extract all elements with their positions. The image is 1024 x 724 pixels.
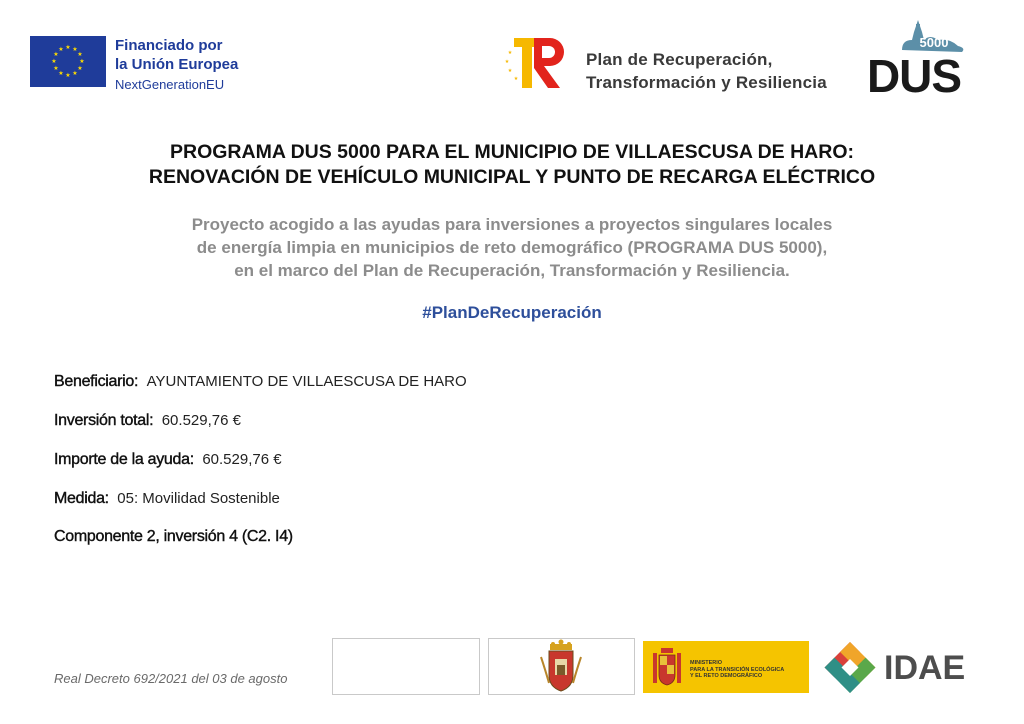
coat-of-arms-box [488, 638, 635, 695]
svg-text:★: ★ [65, 44, 71, 51]
eu-line-1: Financiado por [115, 37, 223, 54]
inversion-label: Inversión total: [54, 412, 154, 429]
coat-of-arms-icon [489, 639, 634, 694]
dus-number: 5000 [919, 35, 949, 50]
hashtag: #PlanDeRecuperación [422, 303, 602, 322]
project-description [0, 213, 1024, 282]
inversion-value: 60.529,76 € [161, 412, 241, 429]
prtr-line-2: Transformación y Resiliencia [586, 73, 827, 92]
svg-text:★: ★ [507, 50, 513, 56]
medida-label: Medida: [54, 490, 109, 507]
title-line-2: RENOVACIÓN DE VEHÍCULO MUNICIPAL Y PUNTO DE RECARGA ELÉCTRICO [148, 166, 876, 188]
page-title [0, 140, 1024, 190]
ministry-line-2: PARA LA TRANSICIÓN ECOLÓGICA [690, 666, 785, 673]
componente-label: Componente 2, inversión 4 (C2. I4) [54, 528, 293, 545]
subtitle-line-2: de energía limpia en municipios de reto demográfico (PROGRAMA DUS 5000), [196, 238, 828, 257]
ministry-line-1: MINISTERIO [690, 660, 723, 666]
ministry-line-3: Y EL RETO DEMOGRÁFICO [690, 673, 763, 679]
subtitle-line-1: Proyecto acogido a las ayudas para inversiones a proyectos singulares locales [191, 215, 833, 234]
svg-text:★: ★ [58, 46, 64, 53]
importe-value: 60.529,76 € [202, 451, 282, 468]
medida-value: 05: Movilidad Sostenible [117, 490, 280, 507]
dus-5000-logo [858, 16, 970, 96]
importe-label: Importe de la ayuda: [54, 451, 194, 468]
svg-text:★: ★ [72, 46, 78, 53]
field-importe-ayuda [54, 451, 282, 469]
svg-text:★: ★ [504, 59, 510, 65]
eu-line-3: NextGenerationEU [115, 77, 225, 92]
eu-line-2: la Unión Europea [115, 56, 239, 73]
empty-logo-box [332, 638, 480, 695]
svg-text:★: ★ [58, 70, 64, 77]
field-componente [54, 528, 293, 546]
idae-logo-icon [822, 640, 878, 695]
svg-text:★: ★ [77, 65, 83, 72]
ministry-text [690, 660, 784, 680]
svg-text:★: ★ [513, 76, 519, 82]
svg-text:★: ★ [53, 65, 59, 72]
idae-wordmark: IDAE [884, 649, 966, 687]
svg-text:★: ★ [65, 72, 71, 79]
subtitle-line-3: en el marco del Plan de Recuperación, Transformación y Resiliencia. [234, 261, 790, 280]
field-inversion-total [54, 412, 241, 430]
svg-text:★: ★ [77, 51, 83, 58]
dus-wordmark: DUS [866, 50, 962, 96]
field-medida [54, 490, 280, 508]
svg-text:★: ★ [53, 51, 59, 58]
beneficiario-label: Beneficiario: [54, 373, 139, 390]
eu-funding-text [115, 36, 238, 94]
svg-text:★: ★ [79, 58, 85, 65]
beneficiario-value: AYUNTAMIENTO DE VILLAESCUSA DE HARO [146, 373, 467, 390]
prtr-text [586, 48, 827, 94]
svg-text:★: ★ [51, 58, 57, 65]
decree-text: Real Decreto 692/2021 del 03 de agosto [54, 671, 288, 686]
svg-text:★: ★ [72, 70, 78, 77]
svg-text:★: ★ [507, 68, 513, 74]
field-beneficiario [54, 373, 467, 391]
eu-flag-icon [30, 36, 106, 87]
title-line-1: PROGRAMA DUS 5000 PARA EL MUNICIPIO DE VILLAESCUSA DE HARO: [169, 141, 855, 163]
prtr-logo-icon [502, 34, 570, 92]
prtr-line-1: Plan de Recuperación, [586, 50, 773, 69]
